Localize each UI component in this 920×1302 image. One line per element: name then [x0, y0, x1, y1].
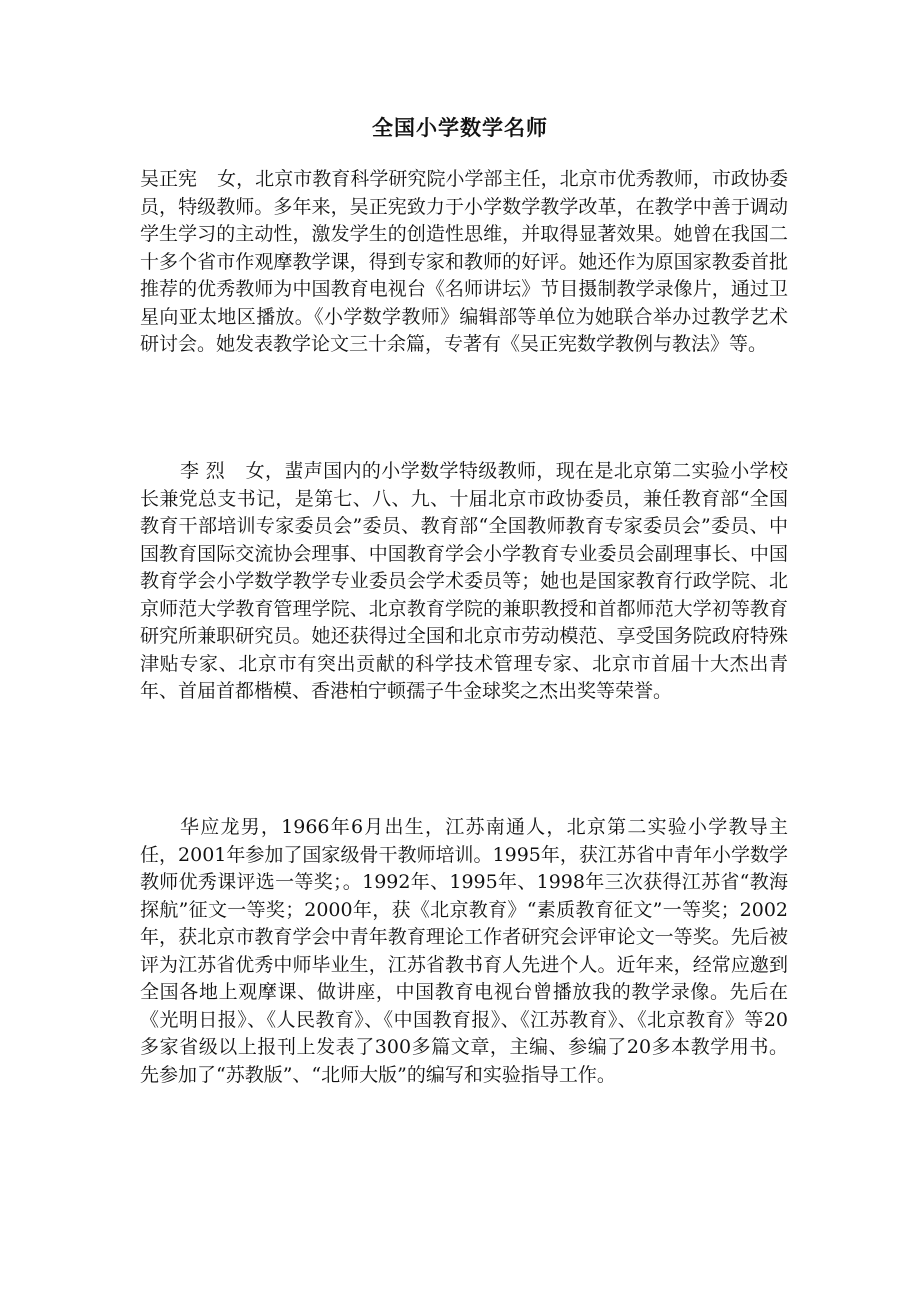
- bio-name: 华应龙: [180, 816, 241, 838]
- bio-text: 女，北京市教育科学研究院小学部主任，北京市优秀教师，市政协委员，特级教师。多年来，吴正宪致力于小学数学教学改革，在教学中善于调动学生学习的主动性，激发学生的创造性思维，并取得显著效果。她曾在我国二十多个省市作观摩教学课，得到专家和教师的好评。她还作为原国家教委首批推荐的优秀教师为中国教育电视台《名师讲坛》节目摄制教学录像片，通过卫星向亚太地区播放。《小学数学教师》编辑部等单位为她联合举办过教学艺术研讨会。她发表教学论文三十余篇，专著有《吴正宪数学教例与教法》等。: [140, 168, 788, 355]
- bio-name: 李 烈: [180, 460, 226, 482]
- bio-paragraph-wu: [140, 166, 788, 359]
- bio-name: 吴正宪: [140, 168, 198, 190]
- bio-text: 男，1966年6月出生，江苏南通人，北京第二实验小学教导主任，2001年参加了国家级骨干教师培训。1995年，获江苏省中青年小学数学教师优秀课评选一等奖；。1992年、1995年、1998年三次获得江苏省“教海探航”征文一等奖；2000年，获《北京教育》“素质教育征文”一等奖；2002年，获北京市教育学会中青年教育理论工作者研究会评审论文一等奖。先后被评为江苏省优秀中师毕业生，江苏省教书育人先进个人。近年来，经常应邀到全国各地上观摩课、做讲座，中国教育电视台曾播放我的教学录像。先后在《光明日报》、《人民教育》、《中国教育报》、《江苏教育》、《北京教育》等20多家省级以上报刊上发表了300多篇文章，主编、参编了20多本教学用书。先参加了“苏教版”、“北师大版”的编写和实验指导工作。: [140, 816, 788, 1086]
- page-title: 全国小学数学名师: [372, 116, 548, 140]
- bio-text: 女，蜚声国内的小学数学特级教师，现在是北京第二实验小学校长兼党总支书记，是第七、八、九、十届北京市政协委员，兼任教育部“全国教育干部培训专家委员会”委员、教育部“全国教师教育专家委员会”委员、中国教育国际交流协会理事、中国教育学会小学教育专业委员会副理事长、中国教育学会小学数学教学专业委员会学术委员等；她也是国家教育行政学院、北京师范大学教育管理学院、北京教育学院的兼职教授和首都师范大学初等教育研究所兼职研究员。她还获得过全国和北京市劳动模范、享受国务院政府特殊津贴专家、北京市有突出贡献的科学技术管理专家、北京市首届十大杰出青年、首届首都楷模、香港柏宁顿孺子牛金球奖之杰出奖等荣誉。: [140, 460, 788, 702]
- bio-paragraph-hua: [140, 814, 788, 1089]
- bio-paragraph-li: [140, 458, 788, 706]
